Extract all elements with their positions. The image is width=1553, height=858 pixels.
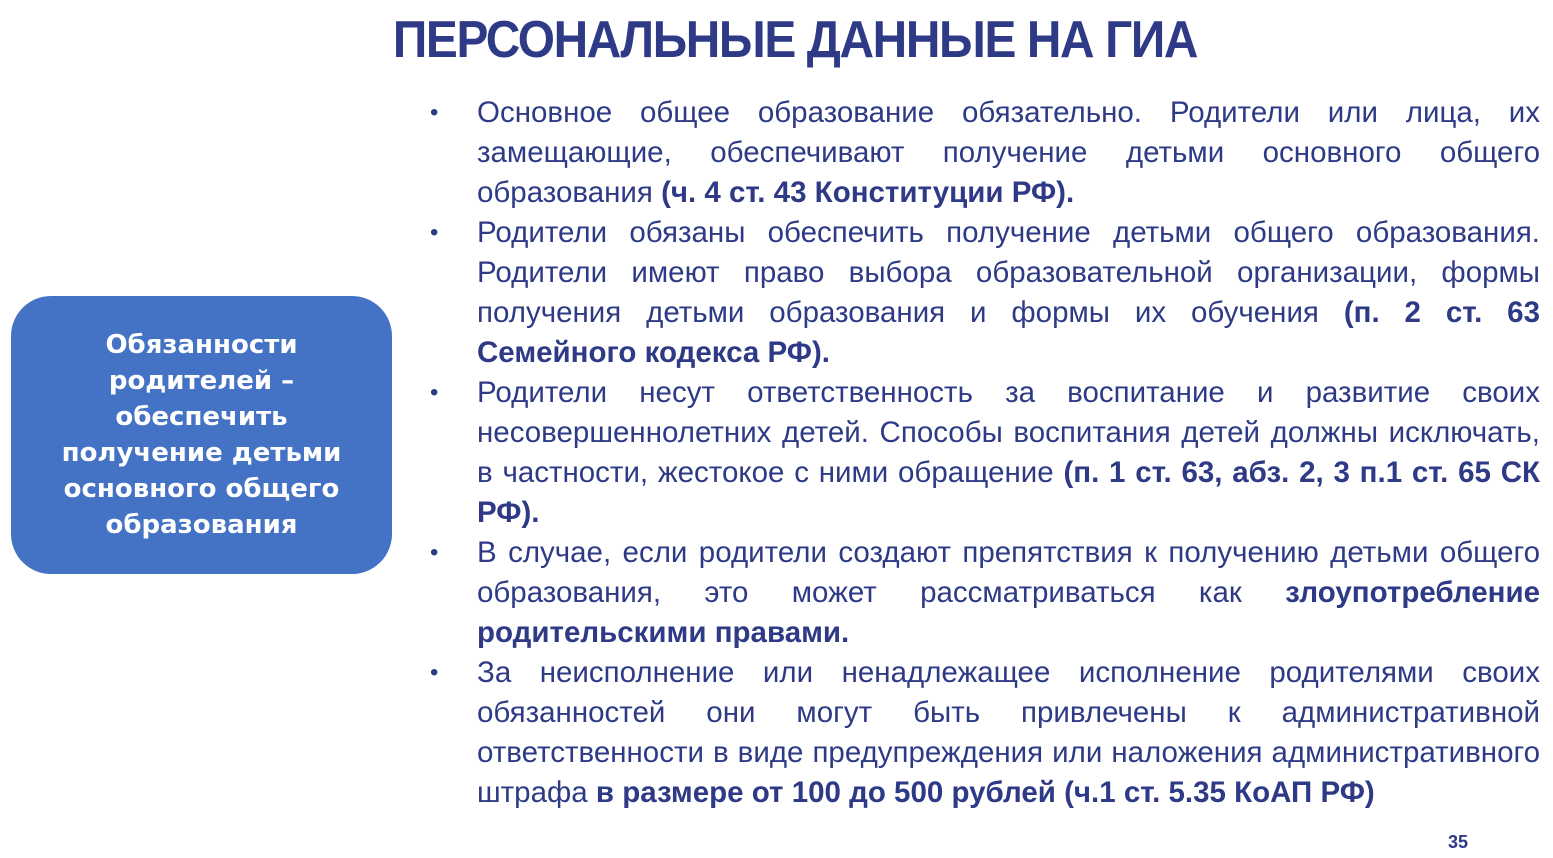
bullet-dot-icon: •	[430, 99, 439, 126]
bullet-text: Основное общее образование обязательно. Родители или лица, их замещающие, обеспечивают получение детьми основного общего образования	[477, 96, 1540, 209]
bullet-dot-icon: •	[430, 379, 439, 406]
callout-box	[11, 296, 392, 574]
slide-title: ПЕРСОНАЛЬНЫЕ ДАННЫЕ НА ГИА	[392, 11, 1198, 69]
bullet-text: Родители несут ответственность за воспитание и развитие своих несовершеннолетних детей. Способы воспитания детей должны исключать, в частности, жестокое с ними обращение	[477, 376, 1540, 489]
bullet-text: Родители обязаны обеспечить получение детьми общего образования. Родители имеют право выбора образовательной организации, формы получения детьми образования и формы их обучения	[477, 216, 1540, 329]
bullet-item	[430, 213, 1540, 373]
bullet-dot-icon: •	[430, 539, 439, 566]
bullet-text: За неисполнение или ненадлежащее исполнение родителями своих обязанностей они могут быть привлечены к административной ответственности в виде предупреждения или наложения административного штрафа	[477, 656, 1540, 809]
bullet-dot-icon: •	[430, 659, 439, 686]
bullet-reference: (п. 1 ст. 63, абз. 2, 3 п.1 ст. 65 СК РФ).	[477, 456, 1540, 529]
bullet-reference: (п. 2 ст. 63 Семейного кодекса РФ).	[477, 296, 1540, 369]
bullet-item	[430, 653, 1540, 813]
bullet-list	[430, 93, 1540, 813]
bullet-reference: злоупотребление родительскими правами.	[477, 576, 1540, 649]
bullet-item	[430, 373, 1540, 533]
bullet-dot-icon: •	[430, 219, 439, 246]
bullet-item	[430, 533, 1540, 653]
page-number: 35	[1448, 832, 1469, 852]
bullet-reference: в размере от 100 до 500 рублей (ч.1 ст. 5.35 КоАП РФ)	[595, 776, 1375, 809]
bullet-reference: (ч. 4 ст. 43 Конституции РФ).	[661, 176, 1075, 209]
bullet-text: В случае, если родители создают препятствия к получению детьми общего образования, это может рассматриваться как	[477, 536, 1540, 609]
bullet-item	[430, 93, 1540, 213]
callout-text: Обязанности родителей – обеспечить получение детьми основного общего образования	[61, 330, 342, 540]
